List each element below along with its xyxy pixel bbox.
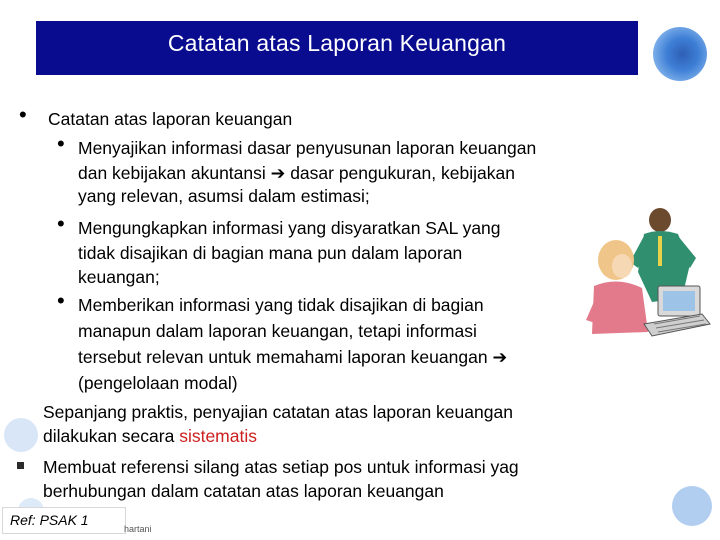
bullet-marker: • (19, 102, 27, 127)
emphasis-text: sistematis (179, 426, 257, 446)
sub-item-2-line-1: Mengungkapkan informasi yang disyaratkan SAL yang (78, 218, 501, 238)
sub-bullet-marker: • (57, 288, 65, 313)
practice-line-2: dilakukan secara sistematis (43, 426, 257, 446)
main-bullet-text: Catatan atas laporan keuangan (48, 109, 293, 129)
sub-bullet-marker: • (57, 211, 65, 236)
sub-item-3-line-4: (pengelolaan modal) (78, 373, 238, 393)
sub-item-3-line-2: manapun dalam laporan keuangan, tetapi informasi (78, 321, 477, 341)
reference-label: Ref: PSAK 1 (10, 512, 89, 528)
footer-text: hartani (124, 524, 152, 534)
right-arrow-icon: ➔ (492, 347, 508, 367)
square-bullet-marker (17, 462, 24, 469)
sub-item-3-line-1: Memberikan informasi yang tidak disajikan di bagian (78, 295, 484, 315)
sub-item-1-line-2: dan kebijakan akuntansi ➔ dasar pengukuran, kebijakan (78, 163, 515, 183)
sub-item-2-line-2: tidak disajikan di bagian mana pun dalam laporan (78, 243, 463, 263)
crossref-line-1: Membuat referensi silang atas setiap pos untuk informasi yag (43, 457, 519, 477)
sub-item-1-line-3: yang relevan, asumsi dalam estimasi; (78, 186, 370, 206)
sub-item-2-line-3: keuangan; (78, 267, 160, 287)
sub-bullet-marker: • (57, 131, 65, 156)
sub-item-3-line-3: tersebut relevan untuk memahami laporan keuangan ➔ (78, 347, 508, 367)
practice-line-1: Sepanjang praktis, penyajian catatan atas laporan keuangan (43, 402, 513, 422)
reference-box (2, 507, 126, 534)
two-people-at-computer-clipart (578, 202, 718, 352)
crossref-line-2: berhubungan dalam catatan atas laporan keuangan (43, 481, 444, 501)
slide-title: Catatan atas Laporan Keuangan (167, 29, 507, 56)
sub-item-1-line-1: Menyajikan informasi dasar penyusunan laporan keuangan (78, 138, 537, 158)
right-arrow-icon: ➔ (270, 163, 286, 183)
